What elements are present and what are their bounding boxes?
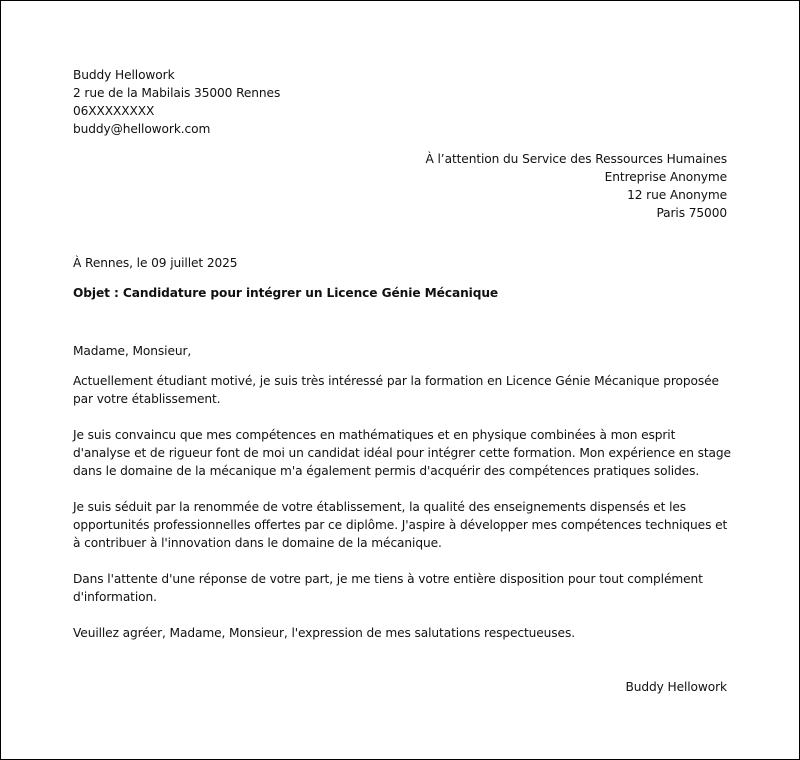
letter-body — [73, 342, 733, 642]
recipient-street: 12 rue Anonyme — [627, 188, 727, 202]
date-line: À Rennes, le 09 juillet 2025 — [73, 256, 238, 270]
recipient-company: Entreprise Anonyme — [604, 170, 727, 184]
recipient-block — [426, 150, 728, 222]
paragraph: Je suis séduit par la renommée de votre établissement, la qualité des enseignements dispensés et les opportunités professionnelles offertes par ce diplôme. J'aspire à développer mes compétences techniques et à contribuer à l'innovation dans le domaine de la mécanique. — [73, 500, 728, 550]
paragraph: Actuellement étudiant motivé, je suis très intéressé par la formation en Licence Génie Mécanique proposée par votre établissement. — [73, 374, 719, 406]
recipient-attention: À l’attention du Service des Ressources Humaines — [425, 152, 727, 166]
signature: Buddy Hellowork — [625, 680, 727, 694]
sender-email: buddy@hellowork.com — [73, 122, 211, 136]
sender-address: 2 rue de la Mabilais 35000 Rennes — [73, 86, 281, 100]
paragraph: Dans l'attente d'une réponse de votre part, je me tiens à votre entière disposition pour tout complément d'information. — [73, 572, 703, 604]
recipient-city: Paris 75000 — [656, 206, 727, 220]
salutation: Madame, Monsieur, — [73, 344, 192, 358]
subject-line: Objet : Candidature pour intégrer un Licence Génie Mécanique — [73, 286, 499, 300]
sender-name: Buddy Hellowork — [73, 68, 175, 82]
sender-phone: 06XXXXXXXX — [73, 104, 155, 118]
paragraph: Je suis convaincu que mes compétences en mathématiques et en physique combinées à mon esprit d'analyse et de rigueur font de moi un candidat idéal pour intégrer cette formation. Mon expérience en stage dans le domaine de la mécanique m'a également permis d'acquérir des compétences pratiques solides. — [73, 428, 731, 478]
closing-paragraph: Veuillez agréer, Madame, Monsieur, l'expression de mes salutations respectueuses. — [73, 626, 575, 640]
sender-block — [73, 66, 280, 138]
